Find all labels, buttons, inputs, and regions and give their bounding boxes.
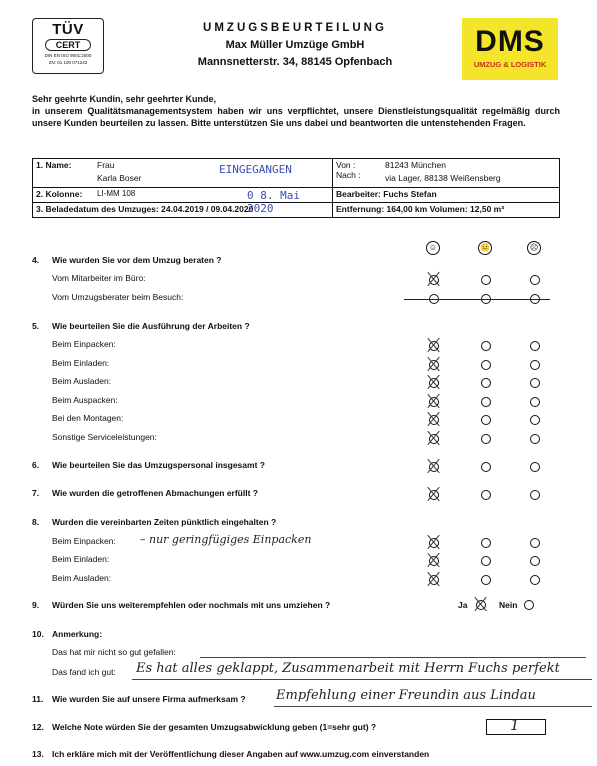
q9-number: 9. xyxy=(32,600,40,610)
q5-unloading-rating-bad[interactable] xyxy=(530,378,540,388)
q4-office-cross-mark xyxy=(427,272,441,286)
q4-number: 4. xyxy=(32,255,40,265)
intro-text xyxy=(32,93,560,129)
q8-unloading-rating-neutral[interactable] xyxy=(481,575,491,585)
volume-value: 12,50 m³ xyxy=(470,204,505,214)
q8-option-packing: Beim Einpacken: xyxy=(52,536,116,546)
document-title: UMZUGSBEURTEILUNG xyxy=(203,22,387,34)
q13-number: 13. xyxy=(32,749,44,759)
q4-office-rating-neutral[interactable] xyxy=(481,275,491,285)
q6-overall-cross-mark xyxy=(427,459,441,473)
q5-unloading-cross-mark xyxy=(427,375,441,389)
received-stamp: EINGEGANGEN xyxy=(219,163,292,176)
q4-office-rating-bad[interactable] xyxy=(530,275,540,285)
crew-label: 2. Kolonne: xyxy=(36,189,83,199)
neutral-face-icon: 😐 xyxy=(478,241,492,255)
q4-question: Wie wurden Sie vor dem Umzug beraten ? xyxy=(52,255,222,265)
q10-disliked-label: Das hat mir nicht so gut gefallen: xyxy=(52,647,176,657)
from-label: Von : xyxy=(336,160,356,170)
q5-unpacking-rating-bad[interactable] xyxy=(530,397,540,407)
loading-date: 3. Beladedatum des Umzuges: 24.04.2019 / 09.04.2020 xyxy=(33,203,333,218)
q8-unloading-rating-bad[interactable] xyxy=(530,575,540,585)
sad-face-icon: ☹ xyxy=(527,241,541,255)
name-value: Karla Boser xyxy=(97,173,142,183)
q7-agreements-cross-mark xyxy=(427,487,441,501)
distance-label: Entfernung: xyxy=(336,204,385,214)
q8-packing-rating-bad[interactable] xyxy=(530,538,540,548)
q5-loading-cross-mark xyxy=(427,357,441,371)
q12-grade-answer: 1 xyxy=(510,716,520,734)
distance-value: 164,00 km xyxy=(386,204,428,214)
q5-option-unloading: Beim Ausladen: xyxy=(52,376,112,386)
q12-number: 12. xyxy=(32,722,44,732)
date-stamp: 0 8. Mai 2020 xyxy=(247,189,300,215)
q10-question: Anmerkung: xyxy=(52,629,103,639)
cert-text: CERT xyxy=(45,39,91,51)
agent-value: Fuchs Stefan xyxy=(383,189,437,199)
q8-number: 8. xyxy=(32,517,40,527)
q5-unpacking-cross-mark xyxy=(427,394,441,408)
q5-services-rating-bad[interactable] xyxy=(530,434,540,444)
q5-services-cross-mark xyxy=(427,431,441,445)
q11-line xyxy=(274,706,592,707)
q5-loading-rating-neutral[interactable] xyxy=(481,360,491,370)
q8-option-unloading: Beim Ausladen: xyxy=(52,573,112,583)
q5-unpacking-rating-neutral[interactable] xyxy=(481,397,491,407)
dms-logo xyxy=(462,18,558,80)
q4-option-office: Vom Mitarbeiter im Büro: xyxy=(52,273,146,283)
q4-option-visit: Vom Umzugsberater beim Besuch: xyxy=(52,292,184,302)
q5-option-unpacking: Beim Auspacken: xyxy=(52,395,118,405)
q5-question: Wie beurteilen Sie die Ausführung der Arbeiten ? xyxy=(52,321,250,331)
q9-no-label: Nein xyxy=(499,600,518,610)
q5-option-loading: Beim Einladen: xyxy=(52,358,110,368)
q10-disliked-line xyxy=(200,657,586,658)
name-label: 1. Name: xyxy=(36,160,72,170)
q8-unloading-cross-mark xyxy=(427,572,441,586)
q8-loading-rating-neutral[interactable] xyxy=(481,556,491,566)
q5-option-packing: Beim Einpacken: xyxy=(52,339,116,349)
q5-packing-rating-bad[interactable] xyxy=(530,341,540,351)
q5-loading-rating-bad[interactable] xyxy=(530,360,540,370)
q5-assembly-rating-bad[interactable] xyxy=(530,415,540,425)
q9-yes-label: Ja xyxy=(458,600,468,610)
q5-number: 5. xyxy=(32,321,40,331)
greeting: Sehr geehrte Kundin, sehr geehrter Kunde, xyxy=(32,94,217,104)
dms-logo-text: DMS xyxy=(475,25,545,58)
q8-loading-cross-mark xyxy=(427,553,441,567)
to-label: Nach : xyxy=(336,170,361,180)
q7-agreements-rating-neutral[interactable] xyxy=(481,490,491,500)
q5-assembly-cross-mark xyxy=(427,412,441,426)
q10-liked-label: Das fand ich gut: xyxy=(52,667,116,677)
q4-visit-strike-line xyxy=(404,299,550,300)
name-salutation: Frau xyxy=(97,160,115,170)
q12-question: Welche Note würden Sie der gesamten Umzugsabwicklung geben (1=sehr gut) ? xyxy=(52,722,377,732)
q5-packing-rating-neutral[interactable] xyxy=(481,341,491,351)
q6-overall-rating-neutral[interactable] xyxy=(481,462,491,472)
q11-number: 11. xyxy=(32,694,44,704)
company-name: Max Müller Umzüge GmbH xyxy=(225,39,365,51)
company-address: Mannsnetterstr. 34, 88145 Opfenbach xyxy=(197,56,393,68)
q6-number: 6. xyxy=(32,460,40,470)
q9-yes-cross-mark xyxy=(474,597,488,611)
q10-liked-answer: Es hat alles geklappt, Zusammenarbeit mit Herrn Fuchs perfekt xyxy=(136,661,560,676)
q10-number: 10. xyxy=(32,629,44,639)
q7-number: 7. xyxy=(32,488,40,498)
q7-agreements-rating-bad[interactable] xyxy=(530,490,540,500)
q8-packing-rating-neutral[interactable] xyxy=(481,538,491,548)
volume-label: Volumen: xyxy=(429,204,468,214)
cert-number: ZN: 01 100 071243 xyxy=(48,60,88,65)
q6-overall-rating-bad[interactable] xyxy=(530,462,540,472)
dms-logo-subtitle: UMZUG & LOGISTIK xyxy=(473,60,547,69)
to-value: via Lager, 88138 Weißensberg xyxy=(385,173,501,183)
q5-option-assembly: Bei den Montagen: xyxy=(52,413,124,423)
q6-question: Wie beurteilen Sie das Umzugspersonal insgesamt ? xyxy=(52,460,265,470)
tuv-cert-logo xyxy=(32,18,104,74)
intro-paragraph: in unserem Qualitätsmanagementsystem haben wir uns verpflichtet, unsere Dienstleistungsqualität regelmäßig durch unsere Kunden beurteilen zu lassen. Bitte unterstützen Sie uns dabei und beantworten die untenstehenden Fragen. xyxy=(32,106,560,128)
q8-loading-rating-bad[interactable] xyxy=(530,556,540,566)
q8-handwritten-note: – nur geringfügiges Einpacken xyxy=(140,533,312,546)
q7-question: Wie wurden die getroffenen Abmachungen erfüllt ? xyxy=(52,488,258,498)
agent-label: Bearbeiter: xyxy=(336,189,381,199)
q9-question: Würden Sie uns weiterempfehlen oder nochmals mit uns umziehen ? xyxy=(52,600,331,610)
from-value: 81243 München xyxy=(385,160,446,170)
happy-face-icon: ☺ xyxy=(426,241,440,255)
q5-option-services: Sonstige Serviceleistungen: xyxy=(52,432,157,442)
q8-option-loading: Beim Einladen: xyxy=(52,554,110,564)
q9-no-checkbox[interactable] xyxy=(524,600,534,610)
cert-standard: DIN EN ISO 9001:2000 xyxy=(44,53,92,58)
q8-packing-cross-mark xyxy=(427,535,441,549)
order-info-table xyxy=(32,158,560,218)
q5-unloading-rating-neutral[interactable] xyxy=(481,378,491,388)
tuv-logo-text: TÜV xyxy=(52,21,84,38)
q8-question: Wurden die vereinbarten Zeiten pünktlich eingehalten ? xyxy=(52,517,277,527)
q5-assembly-rating-neutral[interactable] xyxy=(481,415,491,425)
q13-question: Ich erkläre mich mit der Veröffentlichung dieser Angaben auf www.umzug.com einverstanden xyxy=(52,749,430,759)
q5-services-rating-neutral[interactable] xyxy=(481,434,491,444)
q11-answer: Empfehlung einer Freundin aus Lindau xyxy=(276,688,536,703)
q11-question: Wie wurden Sie auf unsere Firma aufmerksam ? xyxy=(52,694,246,704)
q5-packing-cross-mark xyxy=(427,338,441,352)
crew-value: LI-MM 108 xyxy=(97,189,136,198)
q10-liked-line xyxy=(132,679,592,680)
